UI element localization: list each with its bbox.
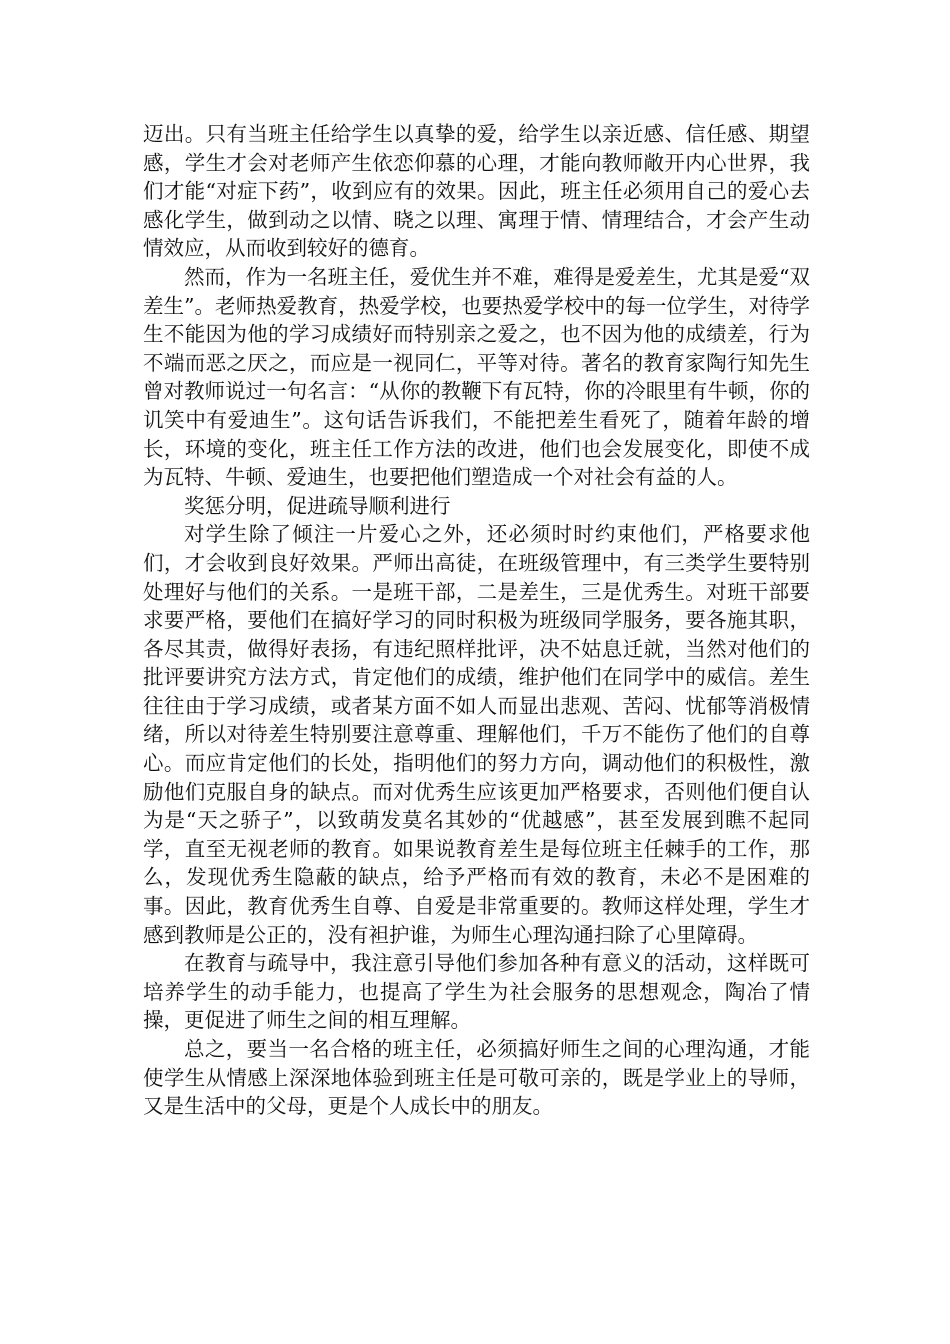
section-heading: 奖惩分明，促进疏导顺利进行 [184, 493, 451, 518]
paragraph-loving-poor-students: 然而，作为一名班主任，爱优生并不难，难得是爱差生，尤其是爱“双差生”。老师热爱教育，热爱学校，也要热爱学校中的每一位学生，对待学生不能因为他的学习成绩好而特别亲之爱之，也不因为他的成绩差，行为不端而恶之厌之，而应是一视同仁，平等对待。著名的教育家陶行知先生曾对教师说过一句名言：“从你的教鞭下有瓦特，你的冷眼里有牛顿，你的讥笑中有爱迪生”。这句话告诉我们，不能把差生看死了，随着年龄的增长，环境的变化，班主任工作方法的改进，他们也会发展变化，即使不成为瓦特、牛顿、爱迪生，也要把他们塑造成一个对社会有益的人。 [143, 264, 810, 490]
document-body [143, 120, 810, 1121]
paragraph-continuation: 迈出。只有当班主任给学生以真挚的爱，给学生以亲近感、信任感、期望感，学生才会对老师产生依恋仰慕的心理，才能向教师敞开内心世界，我们才能“对症下药”，收到应有的效果。因此，班主任必须用自己的爱心去感化学生，做到动之以情、晓之以理、寓理于情、情理结合，才会产生动情效应，从而收到较好的德育。 [143, 122, 810, 261]
paragraph-conclusion: 总之，要当一名合格的班主任，必须搞好师生之间的心理沟通，才能使学生从情感上深深地体验到班主任是可敬可亲的，既是学业上的导师，又是生活中的父母，更是个人成长中的朋友。 [143, 1037, 810, 1119]
paragraph-reward-punishment: 对学生除了倾注一片爱心之外，还必须时时约束他们，严格要求他们，才会收到良好效果。严师出高徒，在班级管理中，有三类学生要特别处理好与他们的关系。一是班干部，二是差生，三是优秀生。对班干部要求要严格，要他们在搞好学习的同时积极为班级同学服务，要各施其职，各尽其责，做得好表扬，有违纪照样批评，决不姑息迁就，当然对他们的批评要讲究方法方式，肯定他们的成绩，维护他们在同学中的威信。差生往往由于学习成绩，或者某方面不如人而显出悲观、苦闷、忧郁等消极情绪，所以对待差生特别要注意尊重、理解他们，千万不能伤了他们的自尊心。而应肯定他们的长处，指明他们的努力方向，调动他们的积极性，激励他们克服自身的缺点。而对优秀生应该更加严格要求，否则他们便自认为是“天之骄子”，以致萌发莫名其妙的“优越感”，甚至发展到瞧不起同学，直至无视老师的教育。如果说教育差生是每位班主任棘手的工作，那么，发现优秀生隐蔽的缺点，给予严格而有效的教育，未必不是困难的事。因此，教育优秀生自尊、自爱是非常重要的。教师这样处理，学生才感到教师是公正的，没有袒护谁，为师生心理沟通扫除了心里障碍。 [143, 522, 810, 947]
paragraph-activities: 在教育与疏导中，我注意引导他们参加各种有意义的活动，这样既可培养学生的动手能力，也提高了学生为社会服务的思想观念，陶冶了情操，更促进了师生之间的相互理解。 [143, 951, 810, 1033]
